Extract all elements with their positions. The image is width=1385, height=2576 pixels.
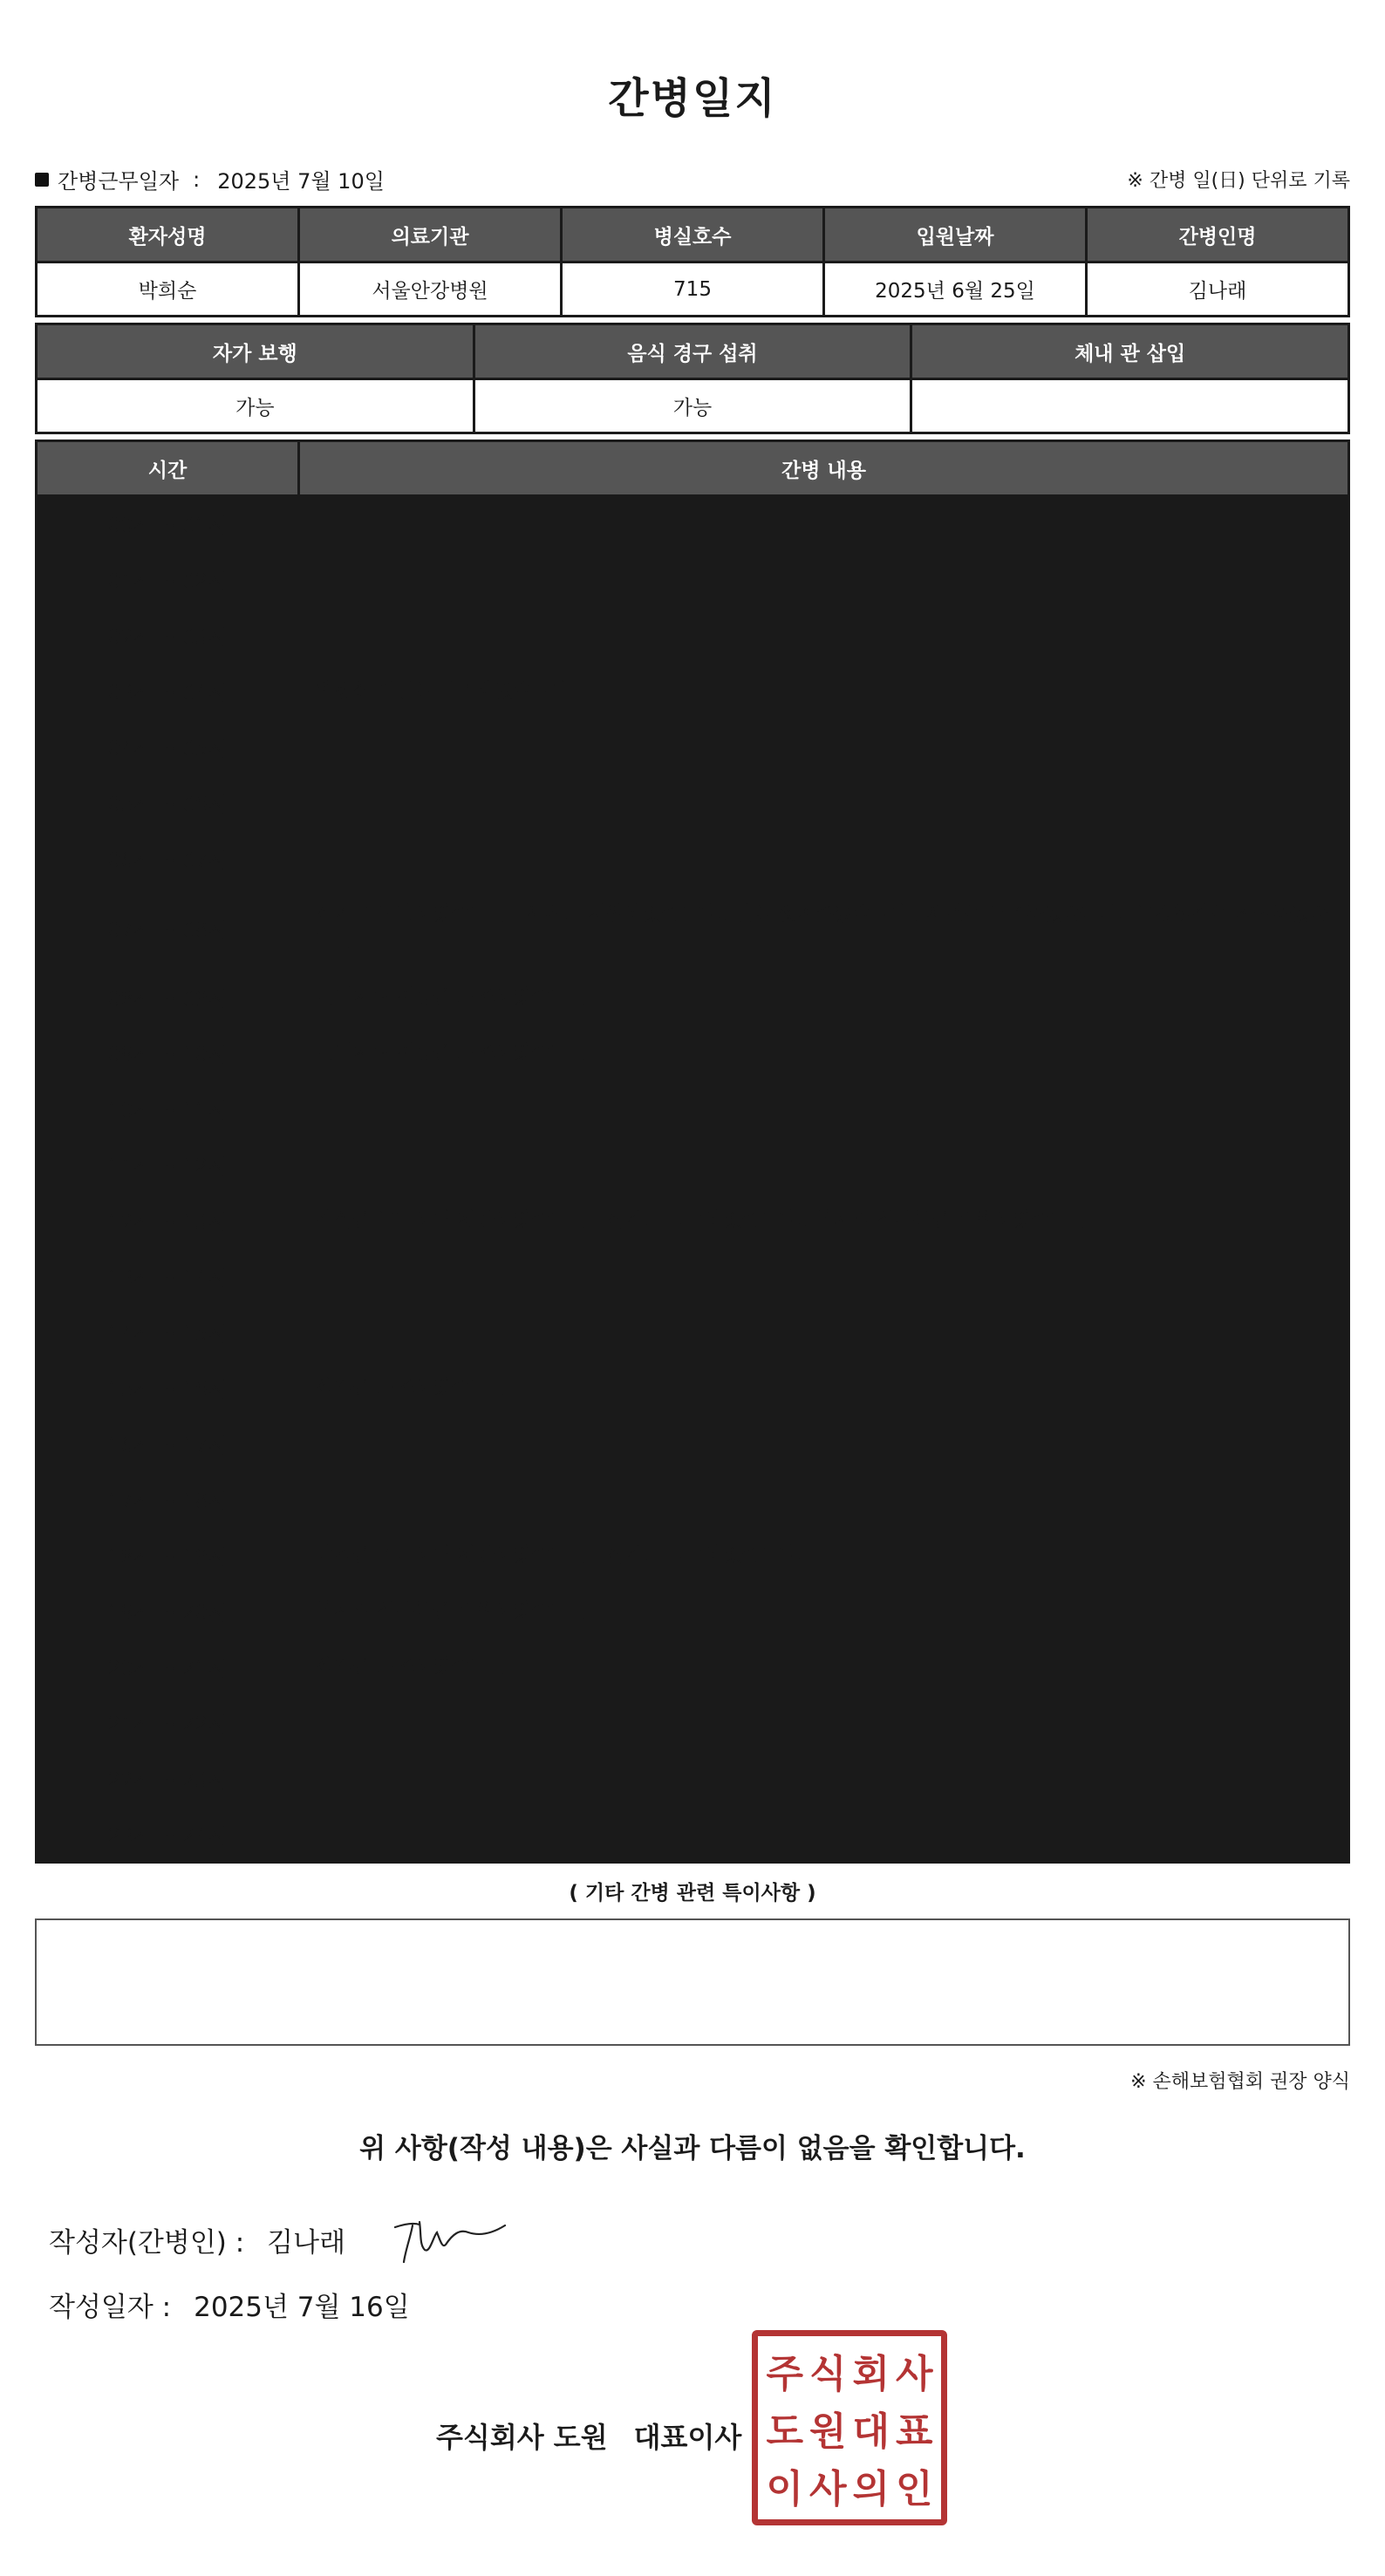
page-title: 간병일지 [608,74,777,123]
header-hospital: 의료기관 [300,208,560,261]
seal-character: 표 [895,2409,933,2454]
patient-info-table [35,206,1350,317]
log-content-cell [300,1473,1347,1526]
company-seal-stamp [752,2330,947,2525]
write-date-value: 2025년 7월 16일 [194,2292,410,2323]
writer-line [49,2220,345,2259]
log-content-cell [300,1082,1347,1135]
seal-character: 인 [895,2467,933,2511]
work-date-line [35,164,385,194]
log-time-cell: 00시 ~ 01시 [107,515,228,537]
company-line [436,2416,741,2456]
value-patient-name: 박희순 [38,263,297,315]
seal-character: 원 [808,2409,847,2454]
header-admission-date: 입원날짜 [825,208,1085,261]
log-time-cell: 13시 ~ 14시 [107,1267,228,1290]
write-date-line [49,2285,410,2324]
log-time-cell: 11시 ~ 12시 [107,1155,228,1178]
patient-status-table [35,323,1350,434]
value-room-number: 715 [563,263,822,315]
header-self-walking: 자가 보행 [38,325,473,378]
bullet-square-icon [35,173,49,187]
header-time: 시간 [38,442,297,494]
value-self-walking: 가능 [38,380,473,432]
value-oral-intake: 가능 [475,380,911,432]
log-content-cell [300,1250,1347,1303]
ceo-title: 대표이사 [633,2421,742,2454]
writer-name: 김나래 [267,2227,346,2259]
log-content-cell [300,609,1347,662]
special-notes-box [35,1918,1350,2046]
signature-image [388,2215,510,2266]
value-admission-date: 2025년 6월 25일 [825,263,1085,315]
log-content-cell [300,497,1347,550]
log-content-cell [300,1808,1347,1861]
log-content-cell [300,1138,1347,1191]
log-time-cell: 02시 ~ 03시 [107,626,228,649]
log-time-cell: 04시 ~ 05시 [107,738,228,760]
log-time-cell: 18시 ~ 19시 [107,1546,228,1569]
seal-character: 이 [766,2467,803,2511]
log-content-cell: 물리치료 이동을 보조하였습니다. [316,1041,594,1064]
log-time-cell: 10시 ~ 11시 [107,1100,228,1122]
log-content-cell: 물리치료 이동을 보조하였습니다. [316,985,594,1008]
value-tube-insertion [912,380,1347,432]
log-time-cell: 22시 ~ 23시 [107,1769,228,1792]
log-content-cell: 환자의 심부름을 수행하였습니다. [316,1599,594,1622]
seal-character: 도 [766,2409,803,2454]
log-time-cell: 06시 ~ 07시 [107,849,228,872]
log-content-cell [300,832,1347,885]
log-time-cell: 19시 ~ 20시 [107,1602,228,1625]
log-content-cell [300,720,1347,773]
log-content-cell: 반찬을 조리하여 제공하였습니다., 식기를 반납하였습니다. [316,1544,804,1566]
log-time-cell: 17시 ~ 18시 [107,1490,228,1513]
log-content-cell: 화장실 이동을 보조하였습니다. [316,679,576,702]
writer-label: 작성자(간병인) : [49,2227,245,2259]
seal-character: 사 [895,2352,933,2396]
log-content-cell [300,1417,1347,1470]
log-content-cell [300,1752,1347,1805]
record-note: ※ 간병 일(日) 단위로 기록 [1127,170,1350,192]
log-time-cell: 01시 ~ 02시 [107,570,228,593]
seal-character: 대 [852,2409,890,2454]
log-time-cell: 23시 ~ 24시 [107,1825,228,1848]
header-caregiver-name: 간병인명 [1088,208,1347,261]
seal-character: 사 [808,2467,847,2511]
log-time-cell: 08시 ~ 09시 [107,988,228,1011]
seal-character: 식 [808,2352,847,2396]
write-date-label: 작성일자 : [49,2292,172,2323]
seal-character: 의 [852,2467,890,2511]
log-content-cell [300,553,1347,606]
work-date-colon: : [193,167,201,192]
work-date-label: 간병근무일자 [58,169,180,194]
seal-character: 주 [766,2352,803,2396]
log-content-cell: 산책을 보조하였습니다. [316,1655,514,1678]
special-notes-title: ( 기타 간병 관련 특이사항 ) [569,1882,816,1905]
log-content-cell [300,1305,1347,1359]
header-tube-insertion: 체내 관 삽입 [912,325,1347,378]
log-content-cell: 식기를 반납하였습니다., 샤워를 지원하였습니다., 발을 씻겨주었습니다., 세면을 보조하였습니다., 구강청결을 지원하였습니다. [316,903,1328,951]
recommend-note: ※ 손해보험협회 권장 양식 [1130,2071,1350,2093]
log-content-cell: 간식을 구매하여 제공하였습니다., 식기를 반납하였습니다., 환자의 심부름을 수행하였습니다. [316,1209,1094,1231]
log-time-cell: 14시 ~ 15시 [107,1323,228,1346]
care-log-table [35,440,1350,1864]
log-time-cell: 03시 ~ 04시 [107,682,228,705]
log-content-cell [300,776,1347,829]
header-care-content: 간병 내용 [300,442,1347,494]
log-time-cell: 21시 ~ 22시 [107,1714,228,1736]
log-time-cell: 05시 ~ 06시 [107,794,228,816]
header-room-number: 병실호수 [563,208,822,261]
seal-character: 회 [852,2352,890,2396]
value-hospital: 서울안강병원 [300,263,560,315]
log-time-cell: 15시 ~ 16시 [107,1379,228,1401]
confirm-statement: 위 사항(작성 내용)은 사실과 다름이 없음을 확인합니다. [359,2133,1026,2164]
company-name: 주식회사 도원 [436,2421,608,2454]
log-content-cell [300,1696,1347,1749]
work-date-value: 2025년 7월 10일 [217,169,385,194]
log-time-cell: 12시 ~ 13시 [107,1211,228,1234]
log-content-cell: 산책을 보조하였습니다. [316,1376,514,1399]
log-time-cell: 16시 ~ 17시 [107,1435,228,1457]
header-patient-name: 환자성명 [38,208,297,261]
log-time-cell: 07시 ~ 08시 [107,918,228,942]
log-time-cell: 09시 ~ 10시 [107,1044,228,1067]
log-time-cell: 20시 ~ 21시 [107,1658,228,1680]
header-oral-intake: 음식 경구 섭취 [475,325,911,378]
value-caregiver-name: 김나래 [1088,263,1347,315]
